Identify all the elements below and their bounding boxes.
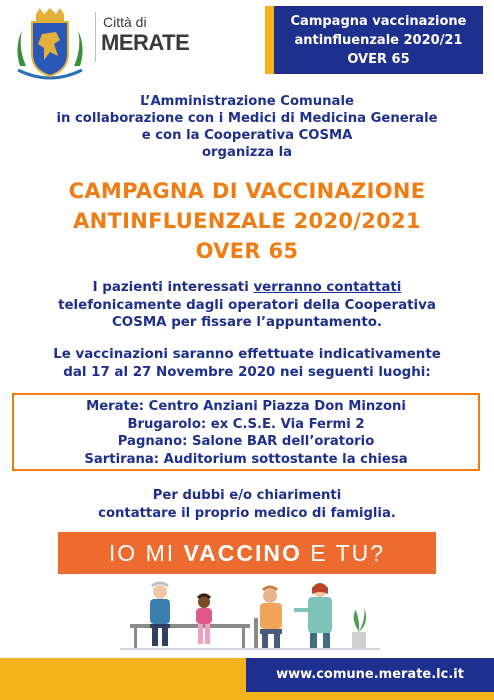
intro-text	[0, 93, 494, 161]
para1-line: COSMA per fissare l’appuntamento.	[111, 315, 383, 330]
campaign-line: Campagna vaccinazione	[290, 14, 467, 29]
city-prefix: Città di	[103, 14, 147, 30]
city-name: MERATE	[101, 30, 190, 55]
para2-line: dal 17 al 27 Novembre 2020 nei seguenti luoghi:	[63, 364, 431, 380]
place-item: Merate: Centro Anziani Piazza Don Minzoni	[86, 399, 406, 414]
title-line: CAMPAGNA DI VACCINAZIONE	[68, 179, 426, 203]
city-crest-icon	[10, 8, 90, 82]
dates-paragraph	[0, 346, 494, 381]
header-divider	[95, 12, 96, 62]
place-item: Pagnano: Salone BAR dell’oratorio	[117, 434, 375, 449]
banner-bold: VACCINO	[183, 540, 302, 566]
title-line: ANTINFLUENZALE 2020/2021	[73, 209, 421, 233]
para3-line: Per dubbi e/o chiarimenti	[152, 488, 342, 503]
campaign-line: OVER 65	[347, 52, 410, 67]
places-box	[12, 393, 480, 471]
info-paragraph	[0, 487, 494, 522]
para1-text: I pazienti interessati	[92, 280, 254, 295]
place-item: Sartirana: Auditorium sottostante la chiesa	[84, 451, 408, 467]
campaign-corner-box	[265, 6, 483, 74]
website-link[interactable]: www.comune.merate.lc.it	[246, 658, 494, 692]
para3-line: contattare il proprio medico di famiglia.	[98, 505, 396, 521]
para2-line: Le vaccinazioni saranno effettuate indicativamente	[53, 347, 441, 362]
campaign-line: antinfluenzale 2020/21	[294, 33, 463, 48]
campaign-title	[0, 176, 494, 266]
banner-pre: IO MI	[108, 540, 184, 566]
intro-line: L’Amministrazione Comunale	[140, 94, 354, 109]
intro-line: organizza la	[201, 145, 293, 160]
banner-post: E TU?	[301, 540, 386, 566]
vaccination-illustration	[120, 578, 380, 650]
contact-paragraph	[0, 279, 494, 332]
place-item: Brugarolo: ex C.S.E. Via Fermi 2	[127, 416, 365, 432]
title-line: OVER 65	[195, 239, 299, 263]
footer-bar	[0, 658, 494, 700]
para1-line: telefonicamente dagli operatori della Cooperativa	[58, 297, 436, 313]
intro-line: in collaborazione con i Medici di Medicina Generale	[56, 111, 438, 126]
para1-underlined: verranno contattati	[253, 280, 402, 295]
intro-line: e con la Cooperativa COSMA	[141, 128, 353, 143]
slogan-banner	[58, 532, 436, 574]
